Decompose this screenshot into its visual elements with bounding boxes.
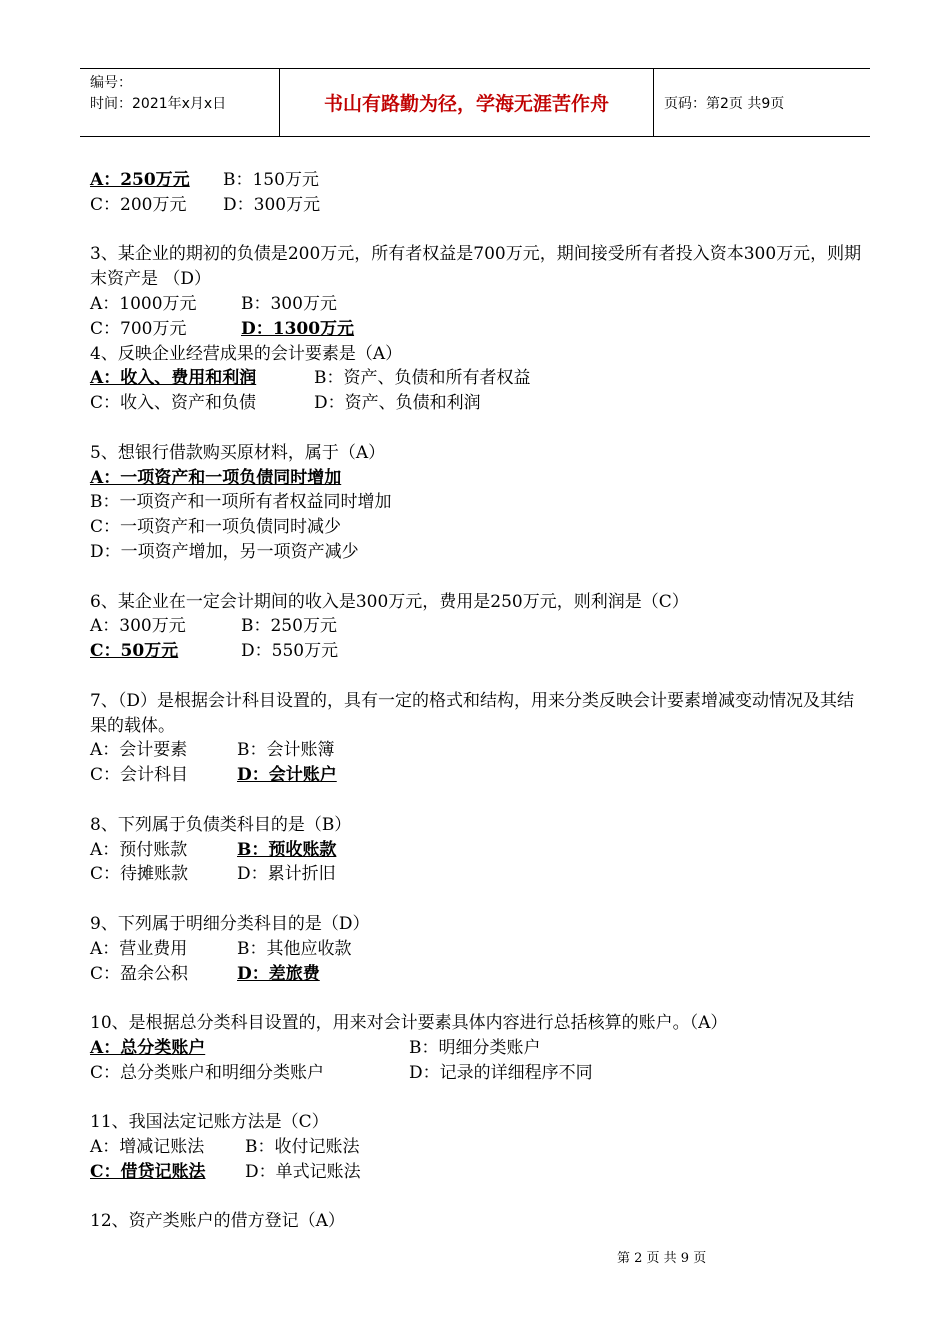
option-b: B：300万元 bbox=[241, 293, 337, 314]
option-b: B：一项资产和一项所有者权益同时增加 bbox=[90, 492, 392, 513]
option-a: A：250万元 bbox=[90, 170, 190, 190]
question-text: 11、我国法定记账方法是（C） bbox=[90, 1112, 329, 1133]
document-body bbox=[90, 168, 865, 1234]
question-text: 12、资产类账户的借方登记（A） bbox=[90, 1211, 345, 1232]
option-c: C：借贷记账法 bbox=[90, 1161, 206, 1182]
option-a: A：一项资产和一项负债同时增加 bbox=[90, 467, 342, 488]
option-b: B：250万元 bbox=[241, 616, 337, 637]
option-a: A：300万元 bbox=[90, 616, 186, 637]
option-b: B：资产、负债和所有者权益 bbox=[314, 368, 531, 389]
question-6 bbox=[90, 590, 865, 664]
option-b: B：其他应收款 bbox=[237, 938, 352, 959]
option-a: A：预付账款 bbox=[90, 839, 188, 860]
option-c: C：50万元 bbox=[90, 641, 179, 662]
option-c: C：一项资产和一项负债同时减少 bbox=[90, 517, 342, 538]
header-motto: 书山有路勤为径，学海无涯苦作舟 bbox=[280, 69, 654, 136]
option-d: D：会计账户 bbox=[237, 765, 337, 786]
option-b: B：明细分类账户 bbox=[409, 1037, 541, 1058]
option-b: B：预收账款 bbox=[237, 839, 337, 860]
page-header bbox=[80, 68, 870, 137]
question-8 bbox=[90, 813, 865, 887]
option-c: C：总分类账户和明细分类账户 bbox=[90, 1062, 325, 1083]
option-a: A：总分类账户 bbox=[90, 1037, 206, 1058]
option-a: A：1000万元 bbox=[90, 293, 197, 314]
option-d: D：差旅费 bbox=[237, 963, 320, 984]
option-b: B：收付记账法 bbox=[245, 1137, 360, 1158]
question-text: 9、下列属于明细分类科目的是（D） bbox=[90, 913, 370, 934]
option-c: C：700万元 bbox=[90, 318, 187, 339]
question-text: 4、反映企业经营成果的会计要素是（A） bbox=[90, 343, 403, 364]
option-c: C：待摊账款 bbox=[90, 864, 189, 885]
question-4 bbox=[90, 342, 865, 416]
question-12 bbox=[90, 1209, 865, 1234]
option-d: D：1300万元 bbox=[241, 318, 355, 339]
option-d: D：记录的详细程序不同 bbox=[409, 1062, 593, 1083]
option-c: C：盈余公积 bbox=[90, 963, 189, 984]
option-c: C：收入、资产和负债 bbox=[90, 393, 257, 414]
option-d: D：300万元 bbox=[223, 194, 321, 215]
option-d: D：单式记账法 bbox=[245, 1161, 361, 1182]
option-d: D：一项资产增加，另一项资产减少 bbox=[90, 541, 359, 562]
header-page-label: 页码：第2页 共9页 bbox=[664, 95, 785, 112]
question-text: 8、下列属于负债类科目的是（B） bbox=[90, 814, 352, 835]
option-d: D：累计折旧 bbox=[237, 864, 336, 885]
number-label: 编号： bbox=[90, 75, 132, 91]
question-9 bbox=[90, 912, 865, 986]
option-c: C：200万元 bbox=[90, 194, 187, 215]
question-text: 3、某企业的期初的负债是200万元，所有者权益是700万元，期间接受所有者投入资本300万元，则期末资产是 （D） bbox=[90, 244, 862, 290]
question-prev bbox=[90, 168, 865, 218]
question-3 bbox=[90, 242, 865, 341]
question-7 bbox=[90, 689, 865, 788]
option-a: A：营业费用 bbox=[90, 938, 188, 959]
option-b: B：150万元 bbox=[223, 170, 319, 190]
option-c: C：会计科目 bbox=[90, 765, 189, 786]
option-d: D：550万元 bbox=[241, 641, 339, 662]
question-text: 6、某企业在一定会计期间的收入是300万元，费用是250万元，则利润是（C） bbox=[90, 591, 689, 612]
option-a: A：收入、费用和利润 bbox=[90, 368, 257, 389]
header-meta bbox=[80, 69, 280, 136]
question-text: 5、想银行借款购买原材料，属于（A） bbox=[90, 442, 386, 463]
option-a: A：增减记账法 bbox=[90, 1137, 205, 1158]
question-text: 10、是根据总分类科目设置的，用来对会计要素具体内容进行总括核算的账户。（A） bbox=[90, 1013, 728, 1034]
question-text: 7、（D）是根据会计科目设置的，具有一定的格式和结构，用来分类反映会计要素增减变动情况及其结果的载体。 bbox=[90, 690, 854, 736]
option-a: A：会计要素 bbox=[90, 740, 188, 761]
question-10 bbox=[90, 1011, 865, 1085]
time-label: 时间：2021年x月x日 bbox=[90, 96, 227, 112]
option-b: B：会计账簿 bbox=[237, 740, 335, 761]
question-11 bbox=[90, 1110, 865, 1184]
page-footer: 第 2 页 共 9 页 bbox=[617, 1251, 707, 1266]
option-d: D：资产、负债和利润 bbox=[314, 393, 481, 414]
question-5 bbox=[90, 441, 865, 565]
